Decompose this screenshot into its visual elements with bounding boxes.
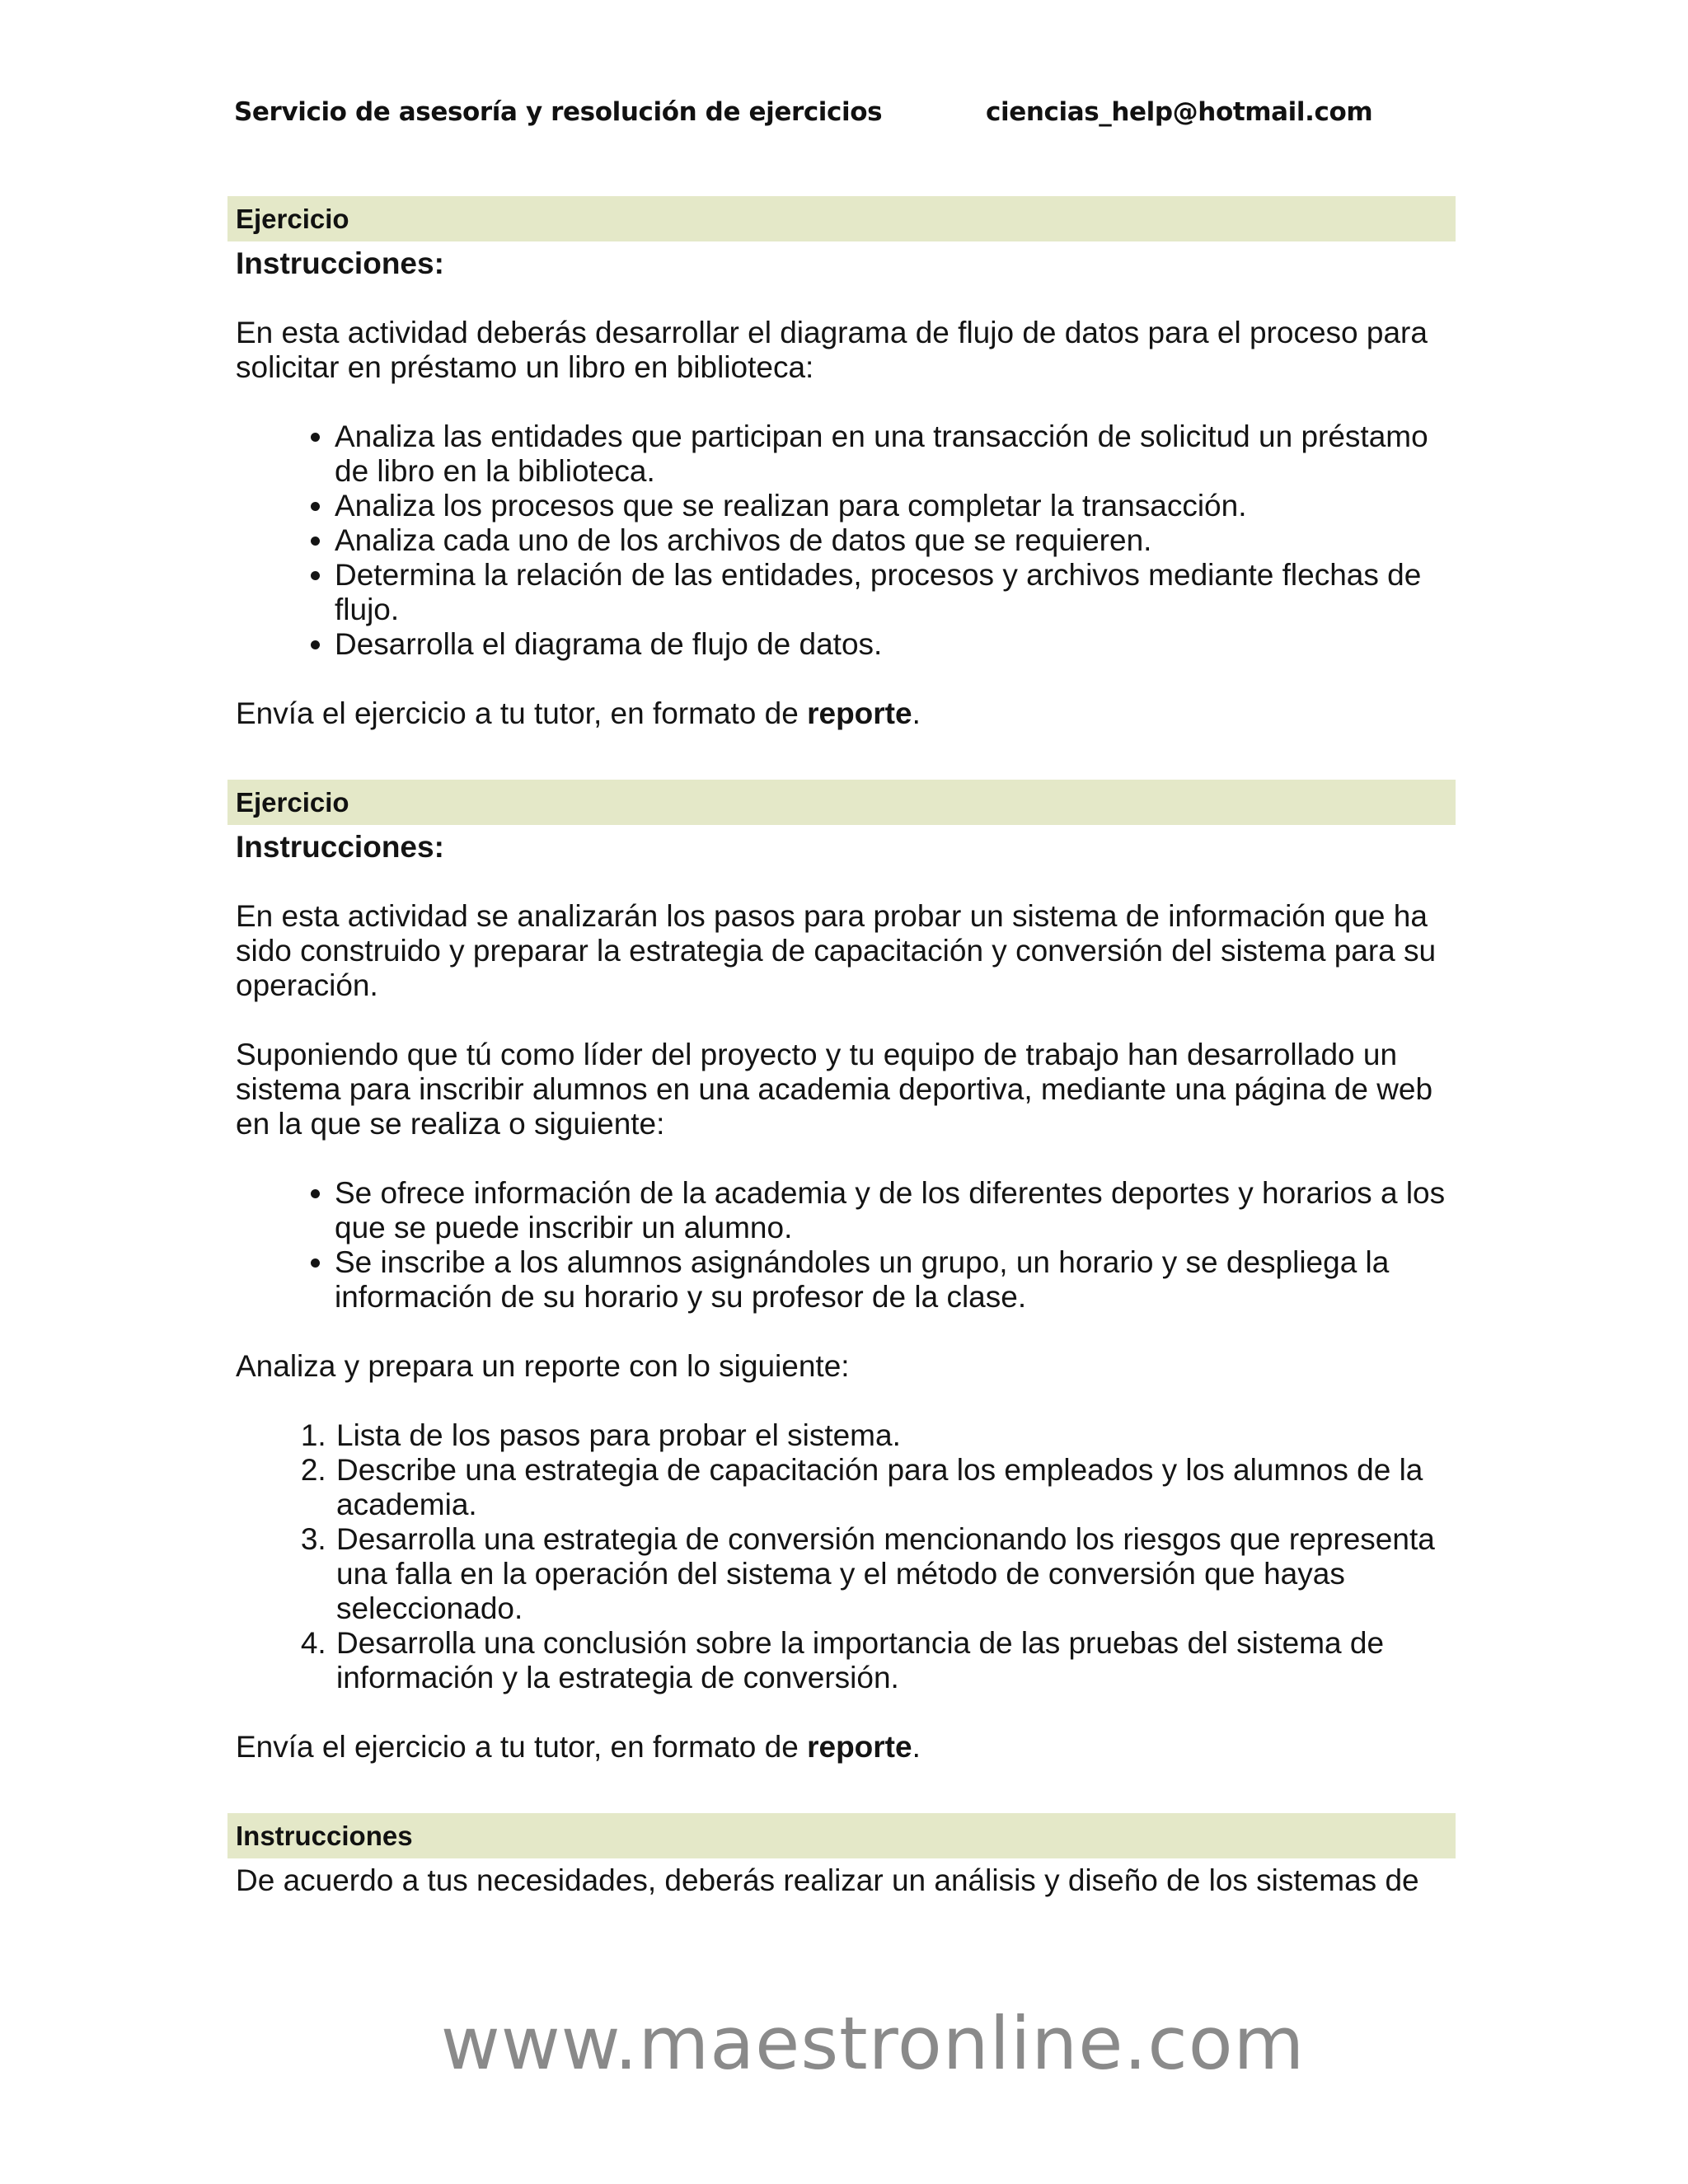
section2-intro2: Suponiendo que tú como líder del proyecto y tu equipo de trabajo han desarrollado un sistema para inscribir alumnos en una academia deportiva, mediante una página de web en la que se realiza o siguiente:: [236, 1038, 1433, 1141]
header-service-title: Servicio de asesoría y resolución de ejercicios: [234, 97, 883, 127]
list-item: 1. Lista de los pasos para probar el sistema.: [335, 1418, 1456, 1453]
section-bar-instrucciones: Instrucciones: [227, 1813, 1456, 1858]
instructions-heading-2: Instrucciones:: [236, 830, 444, 864]
send-note-text: Envía el ejercicio a tu tutor, en formato de: [236, 696, 808, 730]
send-note-suffix: .: [912, 1730, 921, 1764]
list-item: • Analiza cada uno de los archivos de datos que se requieren.: [335, 523, 1456, 558]
section1-intro: En esta actividad deberás desarrollar el diagrama de flujo de datos para el proceso para solicitar en préstamo un libro en biblioteca:: [236, 316, 1428, 384]
section2-bullet-list: [227, 1176, 1456, 1315]
section2-analiza: Analiza y prepara un reporte con lo siguiente:: [236, 1349, 850, 1383]
instructions-heading-1: Instrucciones:: [236, 246, 444, 280]
list-item: • Analiza las entidades que participan en una transacción de solicitud un préstamo de libro en la biblioteca.: [335, 419, 1456, 489]
section1-bullet-list: [227, 419, 1456, 662]
section2-send-note: [236, 1730, 1456, 1765]
list-item: • Analiza los procesos que se realizan para completar la transacción.: [335, 489, 1456, 523]
section2-intro: En esta actividad se analizarán los pasos para probar un sistema de información que ha sido construido y preparar la estrategia de capacitación y conversión del sistema para su operación.: [236, 899, 1437, 1002]
list-item: 4. Desarrolla una conclusión sobre la importancia de las pruebas del sistema de información y la estrategia de conversión.: [335, 1626, 1456, 1695]
section1-send-note: [236, 696, 1456, 731]
section-bar-ejercicio-2: Ejercicio: [227, 780, 1456, 825]
document-body: [227, 196, 1464, 1898]
header-email: ciencias_help@hotmail.com: [986, 97, 1373, 127]
page-header: [234, 97, 1388, 138]
section-bar-ejercicio-1: Ejercicio: [227, 196, 1456, 241]
watermark-website: www.maestronline.com: [440, 2001, 1306, 2086]
list-item: 2. Describe una estrategia de capacitación para los empleados y los alumnos de la academia.: [335, 1453, 1456, 1522]
send-note-text: Envía el ejercicio a tu tutor, en formato de: [236, 1730, 808, 1764]
list-item: • Determina la relación de las entidades, procesos y archivos mediante flechas de flujo.: [335, 558, 1456, 627]
section2-numbered-list: [227, 1418, 1456, 1695]
send-note-bold: reporte: [807, 1730, 912, 1764]
list-item: • Se inscribe a los alumnos asignándoles un grupo, un horario y se despliega la información de su horario y su profesor de la clase.: [335, 1245, 1456, 1315]
list-item: 3. Desarrolla una estrategia de conversión mencionando los riesgos que representa una falla en la operación del sistema y el método de conversión que hayas seleccionado.: [335, 1522, 1456, 1626]
list-item: • Se ofrece información de la academia y de los diferentes deportes y horarios a los que se puede inscribir un alumno.: [335, 1176, 1456, 1245]
list-item: • Desarrolla el diagrama de flujo de datos.: [335, 627, 1456, 662]
send-note-bold: reporte: [807, 696, 912, 730]
section3-text: De acuerdo a tus necesidades, deberás realizar un análisis y diseño de los sistemas de: [236, 1863, 1419, 1897]
send-note-suffix: .: [912, 696, 921, 730]
